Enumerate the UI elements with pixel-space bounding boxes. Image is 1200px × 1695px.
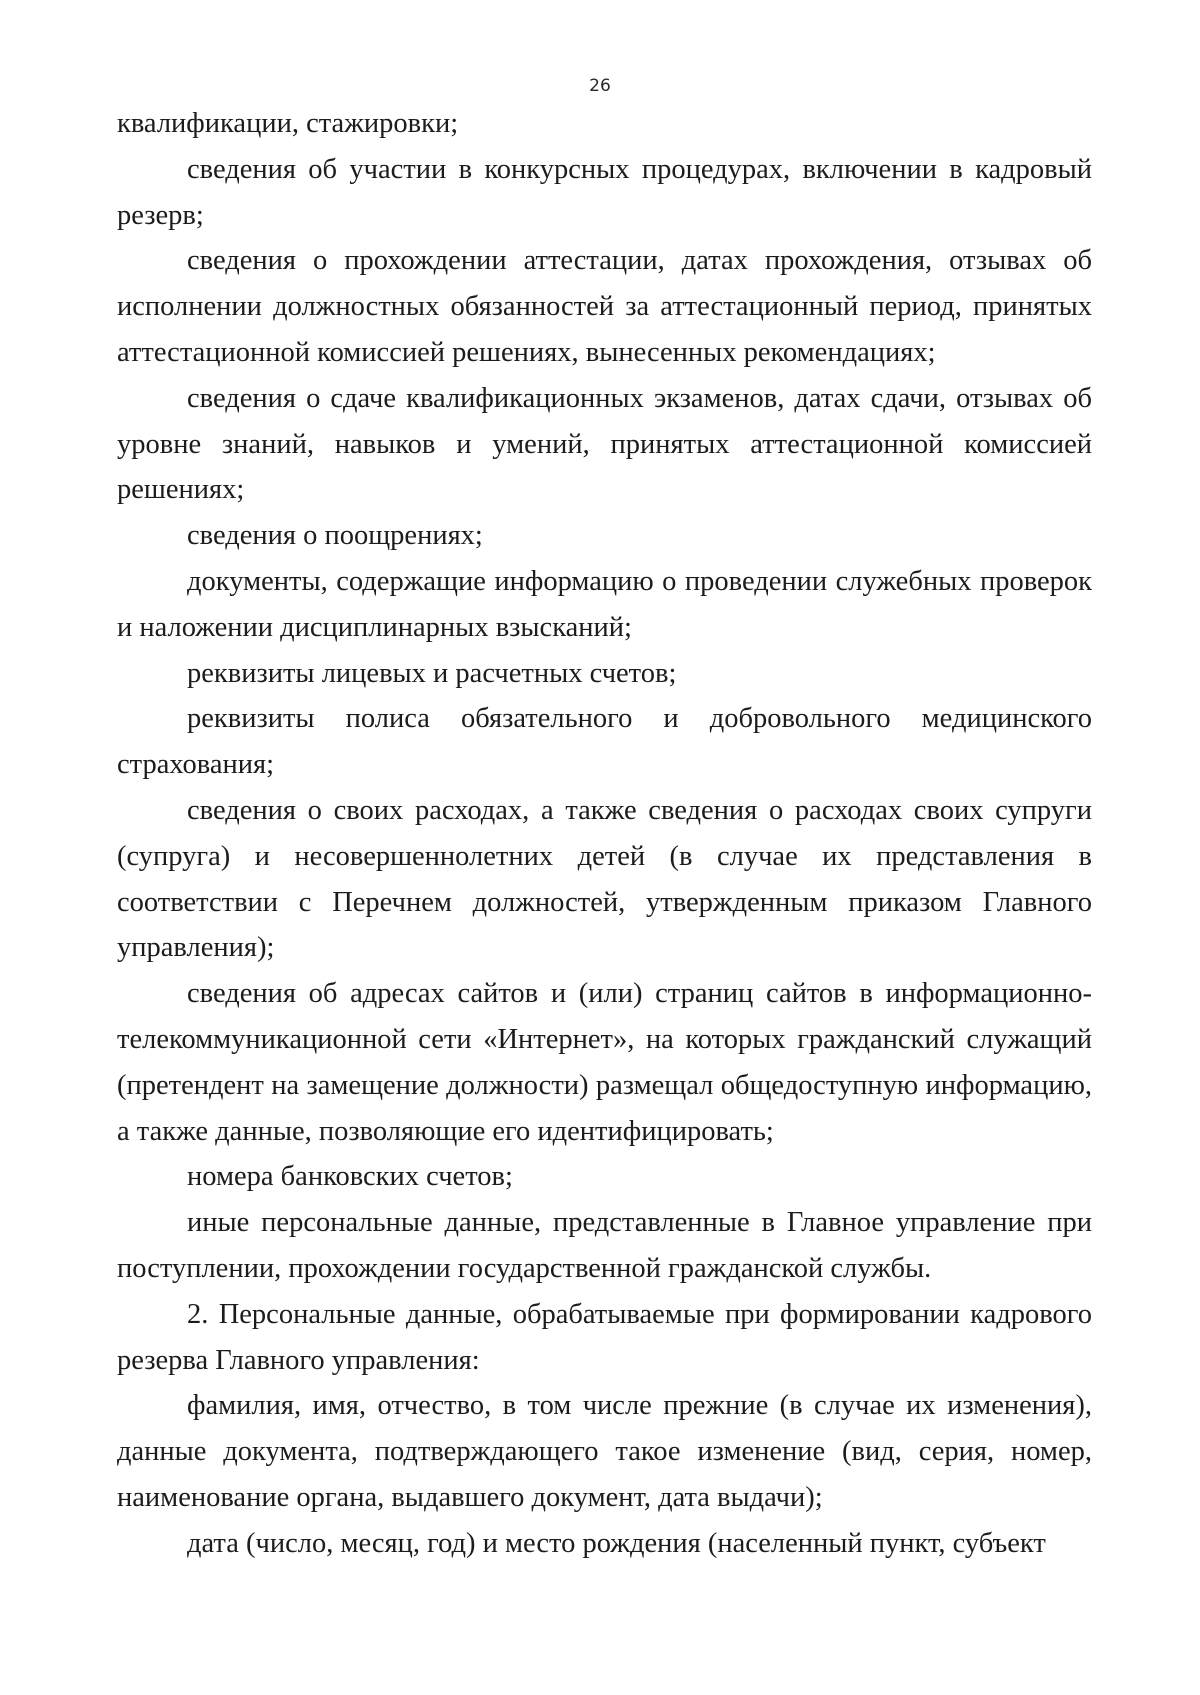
document-body [117, 101, 1092, 1567]
paragraph: реквизиты полиса обязательного и добровольного медицинского страхования; [117, 703, 1092, 781]
paragraph: сведения о поощрениях; [187, 520, 483, 552]
paragraph: сведения о прохождении аттестации, датах прохождения, отзывах об исполнении должностных обязанностей за аттестационный период, принятых аттестационной комиссией решениях, вынесенных рекомендациях; [117, 245, 1092, 368]
paragraph: номера банковских счетов; [187, 1161, 513, 1193]
paragraph: 2. Персональные данные, обрабатываемые при формировании кадрового резерва Главного управления: [117, 1298, 1092, 1376]
paragraph: квалификации, стажировки; [117, 108, 459, 139]
paragraph: сведения об адресах сайтов и (или) страниц сайтов в информационно-телекоммуникационной сети «Интернет», на которых гражданский служащий (претендент на замещение должности) размещал общедоступную информацию, а также данные, позволяющие его идентифицировать; [117, 978, 1092, 1147]
paragraph: фамилия, имя, отчество, в том числе прежние (в случае их изменения), данные документа, подтверждающего такое изменение (вид, серия, номер, наименование органа, выдавшего документ, дата выдачи); [117, 1390, 1092, 1513]
paragraph: реквизиты лицевых и расчетных счетов; [187, 657, 677, 689]
paragraph: документы, содержащие информацию о проведении служебных проверок и наложении дисциплинарных взысканий; [117, 565, 1092, 643]
paragraph: сведения о своих расходах, а также сведения о расходах своих супруги (супруга) и несовершеннолетних детей (в случае их представления в соответствии с Перечнем должностей, утвержденным приказом Главного управления); [117, 794, 1092, 964]
paragraph: сведения об участии в конкурсных процедурах, включении в кадровый резерв; [117, 153, 1092, 231]
paragraph: иные персональные данные, представленные в Главное управление при поступлении, прохождении государственной гражданской службы. [117, 1207, 1092, 1284]
paragraph: дата (число, месяц, год) и место рождения (населенный пункт, субъект [187, 1527, 1046, 1559]
paragraph: сведения о сдаче квалификационных экзаменов, датах сдачи, отзывах об уровне знаний, навыков и умений, принятых аттестационной комиссией решениях; [117, 382, 1092, 506]
page-number: 26 [589, 76, 611, 96]
